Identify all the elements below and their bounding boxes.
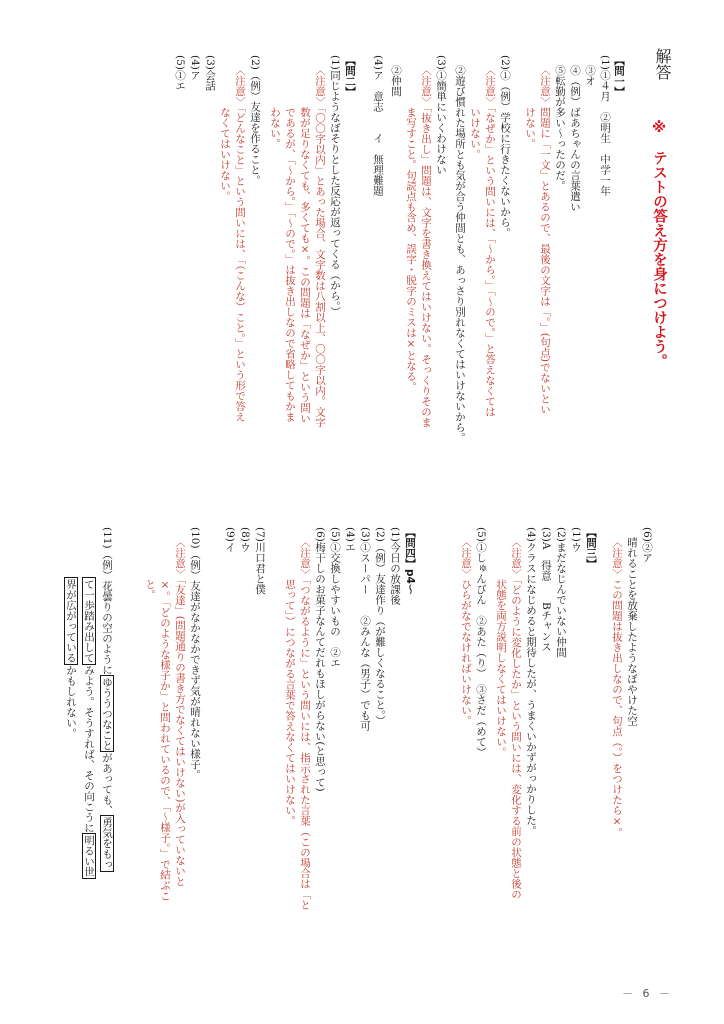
boxed-text: 界が広がっている: [65, 579, 77, 663]
answer-text: みよう。そうすれば、その向こうに: [83, 665, 95, 833]
answer-line: (1)同じようなぼそりとした反応が返ってくる（から。）: [329, 55, 341, 317]
answer-line: (1)今日の放課後: [389, 527, 401, 605]
answer-line: (5)①しゅんびん ②あた（り） ③さだ（めて）: [475, 527, 487, 758]
note-line: けない。: [524, 65, 536, 149]
note-line: 〈注意〉「〇〇字以内」とあった場合、文字数は八割以上、〇〇字以内。文字: [314, 65, 326, 428]
answer-line: (3)①スーパー ②みんな（男子）でも可: [359, 527, 371, 731]
note-line: 〈注意〉「どんなこと」という問いには、「（こんな）こと。」という形で答え: [234, 65, 246, 422]
section-header-q2: 【問二】: [344, 55, 356, 97]
answer-line: (3)会話: [204, 55, 216, 91]
answer-line: (3)①簡単にいくわけない: [435, 55, 447, 175]
answer-text: があっても、: [101, 752, 113, 816]
note-line: ×。「どのような様子か」と問われているので、「～様子。」で結ぶこ: [159, 537, 171, 901]
answer-line: 晴れることを放棄したようなぼやけた空: [626, 537, 638, 726]
note-line: 思って」）につながる言葉で答えなくてはいけない。: [284, 537, 296, 826]
answer-line: ②仲間: [390, 65, 402, 97]
note-line: なくてはいけない。: [219, 65, 231, 202]
note-line: 〈注意〉この問題は抜き出しなので、句点（。）をつけたら×。: [611, 537, 623, 838]
answer-line: (10)（例）友達がなかなかできず気が晴れない様子。: [189, 527, 201, 780]
note-line: 数が足りなくても、多くても×。この問題は「なぜか」という問い: [299, 65, 311, 424]
page-banner: ※ テストの答え方を身につけよう。: [651, 120, 667, 368]
answer-line: ④（例）ばあちゃんの言葉遣い: [569, 65, 581, 212]
answer-line: (4)ア: [189, 55, 201, 81]
note-line: 〈注意〉「抜き出し」問題は、文字を書き換えてはいけない。そっくりそのま: [420, 65, 432, 428]
note-line: いけない。: [469, 65, 481, 160]
note-line: わない。: [269, 65, 281, 149]
page-number: － 6 －: [622, 987, 673, 1000]
note-line: 〈注意〉「つながるように」という問いには、指示された言葉（この場合は「と: [299, 537, 311, 910]
answer-line: ③オ: [584, 65, 596, 86]
answer-line: (6)梅干しのお菓子なんてだれもほしがらない(と思って): [314, 527, 326, 792]
answer-line: (5)①エ: [174, 55, 186, 91]
answer-line: (8)ウ: [239, 527, 251, 553]
answer-line: ⑤転勤が多い～ったのだ。: [554, 65, 566, 191]
answer-line: ②遊び慣れた場所とも気が合う仲間とも、あっさり別れなくてはいけないから。: [454, 65, 466, 443]
answer-line: (9)イ: [224, 527, 236, 553]
answer-line: (7)川口君と僕: [254, 527, 266, 595]
answer-line: (4)クラスになじめると期待したが、うまくいかずがっかりした。: [525, 527, 537, 836]
answer-text: (11)（例）花曇りの空のように: [101, 527, 113, 675]
boxed-text: ゆううつなこと: [101, 676, 113, 751]
answer-line: (2)（例）友達を作ること。: [249, 55, 261, 186]
section-header-q1: 【問一】: [613, 55, 625, 97]
answer-line: [100, 527, 114, 872]
answer-line: (5)①交換しやすいもの ②エ: [329, 527, 341, 668]
answer-line: [82, 577, 96, 879]
note-line: 〈注意〉「どのように変化したか」という問いには、変化する前の状態と後の: [510, 537, 522, 900]
answer-line: (2)（例）友達作り（が難しくなること。）: [374, 527, 386, 726]
note-line: ま写すこと。句読点も含め、誤字・脱字のミスは×となる。: [405, 65, 417, 392]
page-title: 解答: [653, 48, 672, 80]
note-line: と。: [144, 537, 156, 600]
note-line: 〈注意〉問題に「一文」とあるので、最後の文字は「。」(句点)でないとい: [539, 65, 551, 415]
answer-line: [64, 577, 78, 739]
section-header-q3: 【問三】: [585, 527, 597, 569]
note-line: 状態を両方説明しなくてはいけない。: [495, 537, 507, 758]
answer-line: (6)②ア: [641, 527, 653, 563]
boxed-text: 勇気をもっ: [101, 817, 113, 870]
answer-line: (4)ア 意志 イ 無理難題: [372, 55, 384, 196]
note-line: 〈注意〉「友達」(問題通りの書き方でなくてはいけない)が入っていないと: [174, 537, 186, 887]
answer-line: (1)ウ: [570, 527, 582, 553]
section-header-q4: 【問四】p4～: [404, 527, 416, 595]
boxed-text: て一歩踏み出して: [83, 579, 95, 663]
answer-line: (1)①４月 ②明生 中学一年: [599, 55, 611, 196]
answer-line: (2)①（例）学校に行きたくないから。: [499, 55, 511, 238]
answer-line: (4)エ: [344, 527, 356, 553]
answer-text: かもしれない。: [65, 665, 77, 739]
boxed-text: 明るい世: [83, 835, 95, 877]
note-line: 〈注意〉ひらがなでなければいけない。: [460, 537, 472, 726]
note-line: 〈注意〉「なぜか」という問いには、「～から。」「～ので。」と答えなくては: [484, 65, 496, 417]
answer-line: (3)A 得意 Bチャンス: [540, 527, 552, 652]
answer-line: (2)まだなじんでいない仲間: [555, 527, 567, 658]
note-line: であるが、「～から。」「～ので。」は抜き出しなので省略してもかま: [284, 65, 296, 422]
